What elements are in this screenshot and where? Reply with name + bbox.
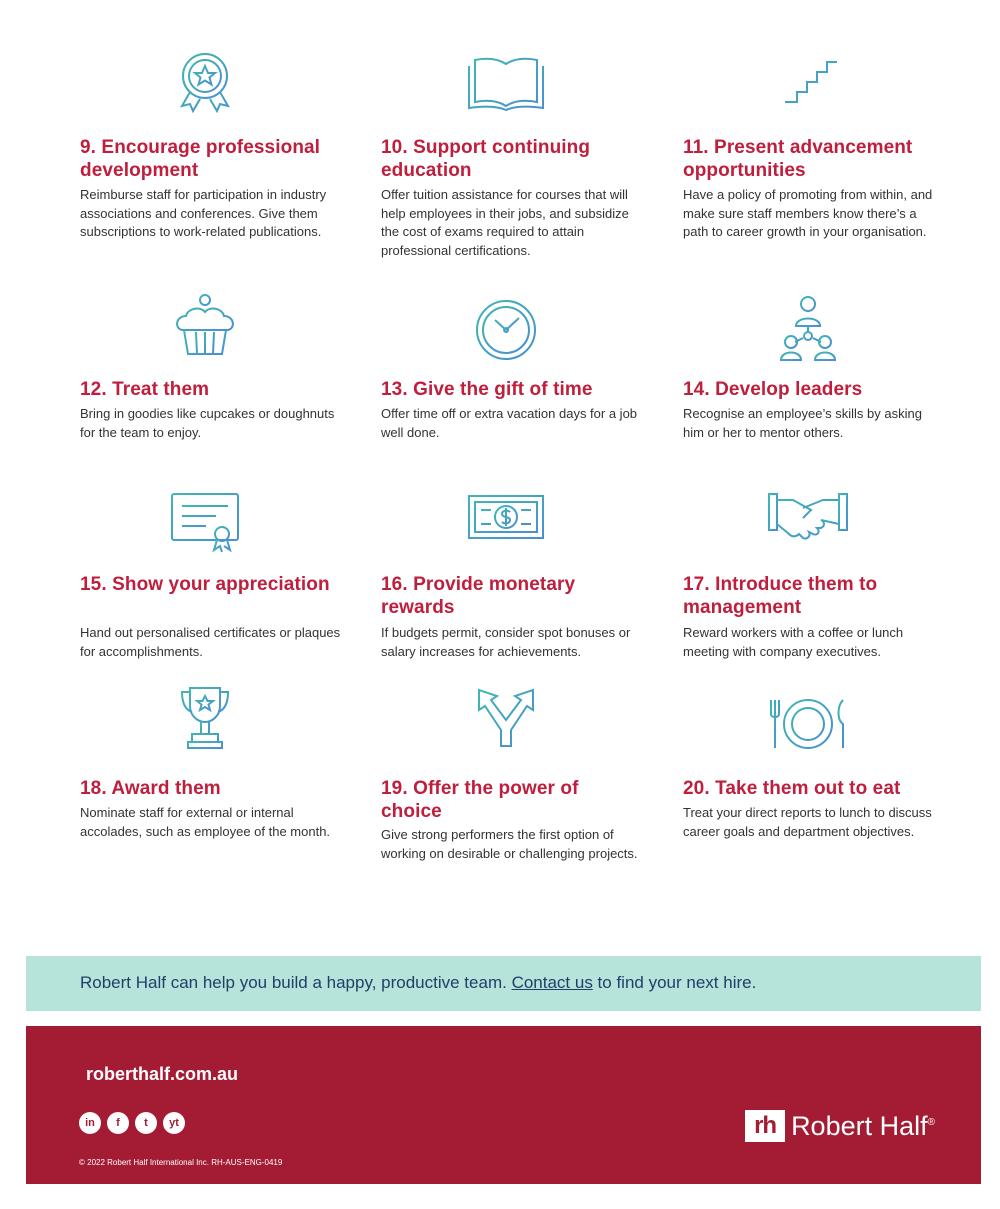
tip-body: Treat your direct reports to lunch to discuss career goals and department objectives. [683,805,932,839]
twitter-icon[interactable]: t [135,1112,157,1134]
cta-before: Robert Half can help you build a happy, productive team. [80,973,512,992]
tip-body: Nominate staff for external or internal accolades, such as employee of the month. [80,805,331,839]
tip-body: Offer time off or extra vacation days for a job well done. [381,406,638,440]
tip-title: 11. Present advancement opportunities [683,137,913,181]
tip-title: 19. Offer the power of choice [381,778,579,822]
tip-body: Reward workers with a coffee or lunch meeting with company executives. [683,625,904,659]
tip-body: Hand out personalised certificates or plaques for accomplishments. [80,625,341,659]
team-icon [763,292,853,364]
logo-name: Robert Half [791,1110,928,1141]
site-link[interactable]: roberthalf.com.au [86,1064,239,1084]
tip-title: 17. Introduce them to management [683,574,878,618]
tip-title: 9. Encourage professional development [80,137,321,181]
tip-body: Bring in goodies like cupcakes or doughnuts for the team to enjoy. [80,406,335,440]
cta-after: to find your next hire. [592,973,757,992]
linkedin-icon[interactable]: in [79,1112,101,1134]
robert-half-logo [745,1110,935,1142]
tip-body: Give strong performers the first option of working on desirable or challenging projects. [381,827,638,861]
cta-text [80,973,756,993]
logo-text [791,1111,935,1142]
social-links [79,1112,185,1134]
tip-title: 20. Take them out to eat [683,778,901,799]
tip-body: Recognise an employee’s skills by asking him or her to mentor others. [683,406,922,440]
stairs-icon [763,48,853,120]
cta-banner [26,956,981,1011]
plate-icon [763,684,853,756]
certificate-icon [160,484,250,556]
contact-us-link[interactable]: Contact us [511,973,593,992]
trophy-icon [160,684,250,756]
clock-icon [461,292,551,364]
tip-body: Have a policy of promoting from within, and make sure staff members know there’s a path to career growth in your organisation. [683,187,933,240]
tip-title: 18. Award them [80,778,221,799]
tip-title: 16. Provide monetary rewards [381,574,576,618]
footer [26,1026,981,1184]
logo-registered: ® [927,1116,935,1128]
tip-body: Reimburse staff for participation in industry associations and conferences. Give them subscriptions to work-related publications. [80,187,327,240]
tip-title: 12. Treat them [80,379,210,400]
tip-body: If budgets permit, consider spot bonuses or salary increases for achievements. [381,625,631,659]
copyright: © 2022 Robert Half International Inc. RH-AUS-ENG-0419 [79,1158,283,1167]
tip-title: 15. Show your appreciation [80,574,330,595]
book-icon [461,48,551,120]
tip-body: Offer tuition assistance for courses that will help employees in their jobs, and subsidize the cost of exams required to attain professional certifications. [381,187,629,258]
youtube-icon[interactable]: yt [163,1112,185,1134]
facebook-icon[interactable]: f [107,1112,129,1134]
award-icon [160,48,250,120]
cupcake-icon [160,292,250,364]
split-arrow-icon [461,684,551,756]
tip-title: 13. Give the gift of time [381,379,593,400]
tip-title: 10. Support continuing education [381,137,591,181]
logo-mark: rh [745,1110,785,1142]
money-icon [461,484,551,556]
handshake-icon [763,484,853,556]
tip-title: 14. Develop leaders [683,379,863,400]
